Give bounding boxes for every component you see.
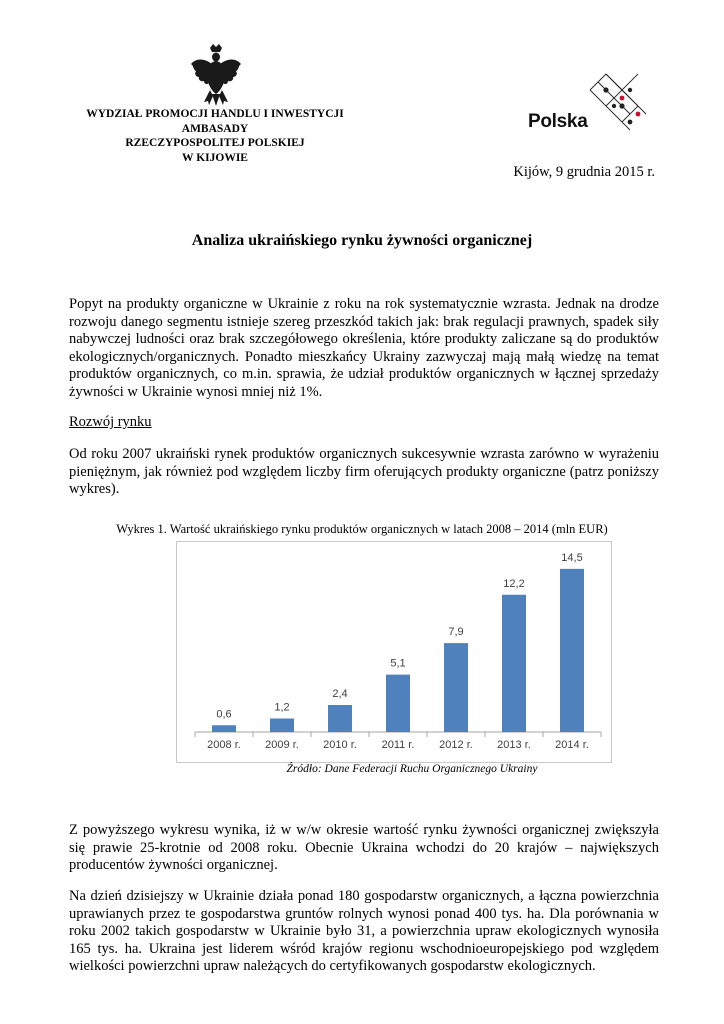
x-axis-tick-label: 2010 r.	[323, 739, 357, 751]
bar-chart	[176, 541, 612, 763]
org-line: WYDZIAŁ PROMOCJI HANDLU I INWESTYCJI	[86, 108, 344, 120]
chart-bar	[212, 725, 236, 732]
paragraph-intro: Popyt na produkty organiczne w Ukrainie z roku na rok systematycznie wzrasta. Jednak na drodze rozwoju danego segmentu istnieje szereg przeszkód takich jak: brak regulacji prawnych, spadek siły nabywczej ludności oraz brak szczegółowego określenia, które produkty zaliczane są do produktów ekologicznych/organicznych. Ponadto mieszkańcy Ukrainy zazwyczaj mają małą wiedzę na temat produktów organicznych, co m.in. sprawia, że udział produktów organicznych w łącznej sprzedaży żywności w Ukrainie wynosi mniej niż 1%.	[69, 296, 659, 400]
org-line: AMBASADY	[181, 122, 249, 135]
x-axis-tick-label: 2008 r.	[207, 739, 241, 751]
bar-value-label: 1,2	[274, 701, 290, 714]
polska-logo-icon	[528, 68, 648, 148]
chart-bar	[328, 705, 352, 732]
bar-value-label: 0,6	[216, 708, 232, 721]
bar-value-label: 2,4	[332, 688, 348, 700]
organization-header	[70, 107, 360, 165]
chart-caption: Wykres 1. Wartość ukraińskiego rynku produktów organicznych w latach 2008 – 2014 (mln EUR)	[116, 522, 608, 536]
org-line: W KIJOWIE	[182, 151, 248, 164]
bar-value-label: 12,2	[503, 577, 525, 590]
paragraph-farms: Na dzień dzisiejszy w Ukrainie działa ponad 180 gospodarstw organicznych, a łączna powierzchnia uprawianych przez te gospodarstwa gruntów rolnych wynosi ponad 400 tys. ha. Dla porównania w roku 2002 takich gospodarstw w Ukrainie było 31, a powierzchnia upraw ekologicznych wynosiła 165 tys. ha. Ukraina jest liderem wśród krajów regionu wschodnioeuropejskiego pod względem wielkości powierzchni upraw należących do certyfikowanych gospodarstw ekologicznych.	[69, 888, 659, 974]
bar-value-label: 14,5	[561, 551, 583, 564]
x-axis-tick-label: 2009 r.	[265, 739, 299, 751]
x-axis-tick-label: 2012 r.	[439, 739, 473, 751]
x-axis-tick-label: 2011 r.	[381, 739, 415, 751]
document-date: Kijów, 9 grudnia 2015 r.	[513, 164, 655, 180]
polish-eagle-emblem-icon	[190, 44, 242, 106]
chart-bar	[270, 719, 294, 733]
chart-bar	[444, 643, 468, 732]
document-title: Analiza ukraińskiego rynku żywności organicznej	[191, 232, 533, 249]
paragraph-market-growth: Od roku 2007 ukraiński rynek produktów organicznych sukcesywnie wzrasta zarówno w wyrażeniu pieniężnym, jak również pod względem liczby firm oferujących produkty organiczne (patrz poniższy wykres).	[69, 446, 659, 497]
chart-bar	[502, 595, 526, 732]
paragraph-conclusion: Z powyższego wykresu wynika, iż w w/w okresie wartość rynku żywności organicznej zwiększyła się prawie 25-krotnie od 2008 roku. Obecnie Ukraina wchodzi do 20 krajów – największych producentów żywności organicznej.	[69, 822, 659, 873]
chart-bar	[560, 569, 584, 732]
chart-source: Źródło: Dane Federacji Ruchu Organicznego Ukrainy	[286, 763, 538, 775]
chart-bar	[386, 675, 410, 732]
polska-logo-text: Polska	[528, 111, 588, 132]
x-axis-tick-label: 2014 r.	[555, 739, 589, 751]
bar-value-label: 5,1	[390, 657, 406, 670]
section-heading: Rozwój rynku	[69, 414, 152, 430]
org-line: RZECZYPOSPOLITEJ POLSKIEJ	[125, 137, 305, 149]
x-axis-tick-label: 2013 r.	[497, 739, 531, 751]
bar-chart-svg	[177, 542, 611, 762]
bar-value-label: 7,9	[448, 626, 464, 639]
